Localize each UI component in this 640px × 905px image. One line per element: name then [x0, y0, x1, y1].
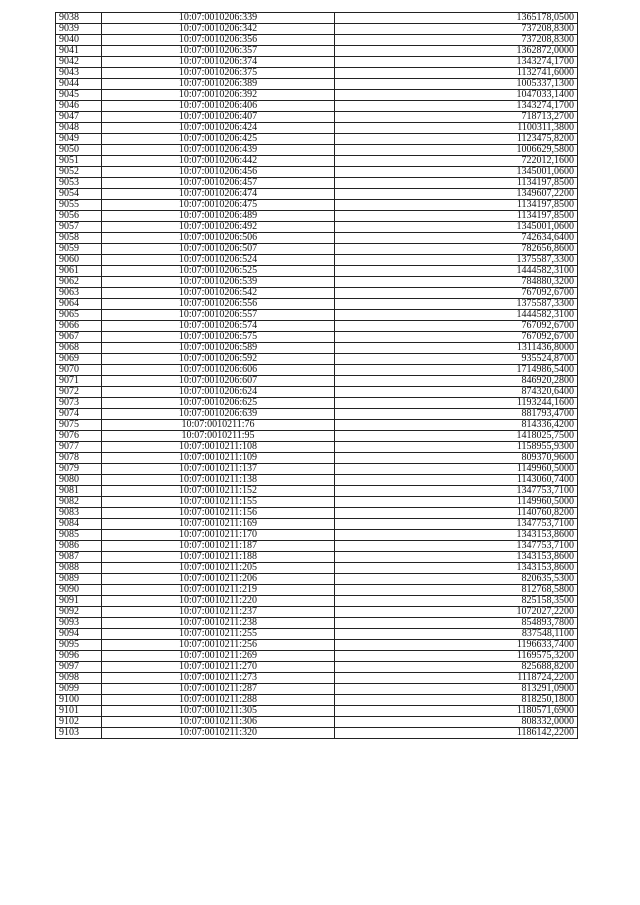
value-cell: 812768,5800	[335, 585, 578, 596]
table-row	[56, 728, 578, 739]
row-number-cell: 9052	[56, 167, 102, 178]
value-cell: 1006629,5800	[335, 145, 578, 156]
table-row	[56, 266, 578, 277]
cadastral-number-cell: 10:07:0010211:170	[102, 530, 335, 541]
cadastral-number-cell: 10:07:0010211:152	[102, 486, 335, 497]
value-cell: 1444582,3100	[335, 310, 578, 321]
row-number-cell: 9098	[56, 673, 102, 684]
cadastral-number-cell: 10:07:0010206:342	[102, 24, 335, 35]
value-cell: 782656,8600	[335, 244, 578, 255]
cadastral-number-cell: 10:07:0010211:169	[102, 519, 335, 530]
row-number-cell: 9088	[56, 563, 102, 574]
value-cell: 1132741,6000	[335, 68, 578, 79]
value-cell: 813291,0900	[335, 684, 578, 695]
row-number-cell: 9075	[56, 420, 102, 431]
value-cell: 837548,1100	[335, 629, 578, 640]
row-number-cell: 9101	[56, 706, 102, 717]
table-row	[56, 244, 578, 255]
cadastral-number-cell: 10:07:0010206:556	[102, 299, 335, 310]
value-cell: 767092,6700	[335, 321, 578, 332]
table-row	[56, 255, 578, 266]
row-number-cell: 9076	[56, 431, 102, 442]
row-number-cell: 9039	[56, 24, 102, 35]
table-row	[56, 431, 578, 442]
cadastral-number-cell: 10:07:0010211:138	[102, 475, 335, 486]
cadastral-number-cell: 10:07:0010206:639	[102, 409, 335, 420]
value-cell: 1123475,8200	[335, 134, 578, 145]
cadastral-number-cell: 10:07:0010206:442	[102, 156, 335, 167]
cadastral-value-table	[55, 12, 578, 739]
value-cell: 1149960,5000	[335, 497, 578, 508]
row-number-cell: 9065	[56, 310, 102, 321]
table-row	[56, 596, 578, 607]
value-cell: 1158955,9300	[335, 442, 578, 453]
cadastral-number-cell: 10:07:0010206:457	[102, 178, 335, 189]
value-cell: 1169575,3200	[335, 651, 578, 662]
value-cell: 1186142,2200	[335, 728, 578, 739]
table-row	[56, 486, 578, 497]
cadastral-number-cell: 10:07:0010206:507	[102, 244, 335, 255]
cadastral-number-cell: 10:07:0010211:137	[102, 464, 335, 475]
row-number-cell: 9047	[56, 112, 102, 123]
row-number-cell: 9053	[56, 178, 102, 189]
row-number-cell: 9062	[56, 277, 102, 288]
cadastral-number-cell: 10:07:0010206:489	[102, 211, 335, 222]
cadastral-number-cell: 10:07:0010211:269	[102, 651, 335, 662]
cadastral-number-cell: 10:07:0010206:456	[102, 167, 335, 178]
table-row	[56, 519, 578, 530]
value-cell: 1118724,2200	[335, 673, 578, 684]
table-row	[56, 112, 578, 123]
table-row	[56, 332, 578, 343]
value-cell: 1047033,1400	[335, 90, 578, 101]
row-number-cell: 9067	[56, 332, 102, 343]
row-number-cell: 9084	[56, 519, 102, 530]
row-number-cell: 9070	[56, 365, 102, 376]
cadastral-number-cell: 10:07:0010211:156	[102, 508, 335, 519]
value-cell: 1005337,1300	[335, 79, 578, 90]
table-row	[56, 695, 578, 706]
cadastral-number-cell: 10:07:0010211:270	[102, 662, 335, 673]
row-number-cell: 9058	[56, 233, 102, 244]
row-number-cell: 9099	[56, 684, 102, 695]
row-number-cell: 9078	[56, 453, 102, 464]
cadastral-number-cell: 10:07:0010206:425	[102, 134, 335, 145]
row-number-cell: 9059	[56, 244, 102, 255]
row-number-cell: 9040	[56, 35, 102, 46]
cadastral-number-cell: 10:07:0010206:542	[102, 288, 335, 299]
table-row	[56, 24, 578, 35]
value-cell: 1311436,8000	[335, 343, 578, 354]
table-row	[56, 607, 578, 618]
table-row	[56, 167, 578, 178]
table-row	[56, 156, 578, 167]
row-number-cell: 9103	[56, 728, 102, 739]
cadastral-number-cell: 10:07:0010211:256	[102, 640, 335, 651]
table-row	[56, 574, 578, 585]
value-cell: 1193244,1600	[335, 398, 578, 409]
cadastral-number-cell: 10:07:0010206:539	[102, 277, 335, 288]
value-cell: 820635,5300	[335, 574, 578, 585]
value-cell: 1347753,7100	[335, 486, 578, 497]
value-cell: 1347753,7100	[335, 519, 578, 530]
table-row	[56, 354, 578, 365]
value-cell: 1149960,5000	[335, 464, 578, 475]
value-cell: 1375587,3300	[335, 255, 578, 266]
table-body	[56, 13, 578, 739]
cadastral-number-cell: 10:07:0010211:238	[102, 618, 335, 629]
row-number-cell: 9041	[56, 46, 102, 57]
value-cell: 1347753,7100	[335, 541, 578, 552]
table-row	[56, 200, 578, 211]
value-cell: 1375587,3300	[335, 299, 578, 310]
table-row	[56, 90, 578, 101]
row-number-cell: 9061	[56, 266, 102, 277]
row-number-cell: 9043	[56, 68, 102, 79]
table-row	[56, 651, 578, 662]
table-row	[56, 530, 578, 541]
table-row	[56, 717, 578, 728]
value-cell: 742634,6400	[335, 233, 578, 244]
table-row	[56, 640, 578, 651]
cadastral-number-cell: 10:07:0010206:589	[102, 343, 335, 354]
row-number-cell: 9051	[56, 156, 102, 167]
table-row	[56, 387, 578, 398]
row-number-cell: 9081	[56, 486, 102, 497]
cadastral-number-cell: 10:07:0010206:374	[102, 57, 335, 68]
table-row	[56, 134, 578, 145]
cadastral-number-cell: 10:07:0010211:288	[102, 695, 335, 706]
row-number-cell: 9077	[56, 442, 102, 453]
row-number-cell: 9100	[56, 695, 102, 706]
cadastral-number-cell: 10:07:0010206:375	[102, 68, 335, 79]
value-cell: 1072027,2200	[335, 607, 578, 618]
table-row	[56, 211, 578, 222]
cadastral-number-cell: 10:07:0010211:305	[102, 706, 335, 717]
row-number-cell: 9060	[56, 255, 102, 266]
row-number-cell: 9079	[56, 464, 102, 475]
table-row	[56, 299, 578, 310]
table-row	[56, 79, 578, 90]
value-cell: 1134197,8500	[335, 178, 578, 189]
row-number-cell: 9080	[56, 475, 102, 486]
table-row	[56, 409, 578, 420]
cadastral-number-cell: 10:07:0010211:219	[102, 585, 335, 596]
table-row	[56, 442, 578, 453]
cadastral-number-cell: 10:07:0010206:424	[102, 123, 335, 134]
cadastral-number-cell: 10:07:0010211:206	[102, 574, 335, 585]
value-cell: 1143060,7400	[335, 475, 578, 486]
cadastral-number-cell: 10:07:0010206:439	[102, 145, 335, 156]
table-row	[56, 35, 578, 46]
value-cell: 818250,1800	[335, 695, 578, 706]
row-number-cell: 9087	[56, 552, 102, 563]
cadastral-number-cell: 10:07:0010211:306	[102, 717, 335, 728]
cadastral-number-cell: 10:07:0010211:320	[102, 728, 335, 739]
cadastral-number-cell: 10:07:0010211:187	[102, 541, 335, 552]
value-cell: 825688,8200	[335, 662, 578, 673]
cadastral-number-cell: 10:07:0010206:575	[102, 332, 335, 343]
cadastral-number-cell: 10:07:0010206:506	[102, 233, 335, 244]
value-cell: 1418025,7500	[335, 431, 578, 442]
row-number-cell: 9093	[56, 618, 102, 629]
row-number-cell: 9055	[56, 200, 102, 211]
row-number-cell: 9071	[56, 376, 102, 387]
table-row	[56, 123, 578, 134]
row-number-cell: 9054	[56, 189, 102, 200]
table-row	[56, 178, 578, 189]
cadastral-number-cell: 10:07:0010211:155	[102, 497, 335, 508]
row-number-cell: 9038	[56, 13, 102, 24]
value-cell: 1365178,0500	[335, 13, 578, 24]
table-row	[56, 222, 578, 233]
row-number-cell: 9102	[56, 717, 102, 728]
cadastral-number-cell: 10:07:0010206:557	[102, 310, 335, 321]
table-row	[56, 321, 578, 332]
table-row	[56, 585, 578, 596]
value-cell: 718713,2700	[335, 112, 578, 123]
table-row	[56, 673, 578, 684]
row-number-cell: 9048	[56, 123, 102, 134]
value-cell: 874320,6400	[335, 387, 578, 398]
table-row	[56, 420, 578, 431]
value-cell: 825158,3500	[335, 596, 578, 607]
table-row	[56, 563, 578, 574]
value-cell: 814336,4200	[335, 420, 578, 431]
value-cell: 767092,6700	[335, 332, 578, 343]
row-number-cell: 9057	[56, 222, 102, 233]
row-number-cell: 9094	[56, 629, 102, 640]
table-row	[56, 310, 578, 321]
table-row	[56, 453, 578, 464]
row-number-cell: 9089	[56, 574, 102, 585]
value-cell: 854893,7800	[335, 618, 578, 629]
table-row	[56, 343, 578, 354]
table-row	[56, 57, 578, 68]
value-cell: 809370,9600	[335, 453, 578, 464]
value-cell: 1180571,6900	[335, 706, 578, 717]
row-number-cell: 9050	[56, 145, 102, 156]
row-number-cell: 9045	[56, 90, 102, 101]
value-cell: 1349607,2200	[335, 189, 578, 200]
value-cell: 846920,2800	[335, 376, 578, 387]
row-number-cell: 9082	[56, 497, 102, 508]
row-number-cell: 9096	[56, 651, 102, 662]
value-cell: 808332,0000	[335, 717, 578, 728]
value-cell: 1140760,8200	[335, 508, 578, 519]
row-number-cell: 9063	[56, 288, 102, 299]
value-cell: 1343274,1700	[335, 101, 578, 112]
cadastral-number-cell: 10:07:0010211:188	[102, 552, 335, 563]
cadastral-number-cell: 10:07:0010211:109	[102, 453, 335, 464]
row-number-cell: 9046	[56, 101, 102, 112]
table-row	[56, 145, 578, 156]
value-cell: 1343153,8600	[335, 563, 578, 574]
table-row	[56, 376, 578, 387]
table-row	[56, 618, 578, 629]
cadastral-number-cell: 10:07:0010206:592	[102, 354, 335, 365]
table-row	[56, 541, 578, 552]
table-row	[56, 46, 578, 57]
cadastral-number-cell: 10:07:0010206:406	[102, 101, 335, 112]
value-cell: 935524,8700	[335, 354, 578, 365]
row-number-cell: 9095	[56, 640, 102, 651]
value-cell: 1345001,0600	[335, 222, 578, 233]
row-number-cell: 9064	[56, 299, 102, 310]
cadastral-number-cell: 10:07:0010206:624	[102, 387, 335, 398]
row-number-cell: 9068	[56, 343, 102, 354]
table-row	[56, 189, 578, 200]
cadastral-number-cell: 10:07:0010206:606	[102, 365, 335, 376]
cadastral-number-cell: 10:07:0010206:524	[102, 255, 335, 266]
row-number-cell: 9092	[56, 607, 102, 618]
cadastral-number-cell: 10:07:0010206:356	[102, 35, 335, 46]
value-cell: 737208,8300	[335, 35, 578, 46]
value-cell: 1100311,3800	[335, 123, 578, 134]
row-number-cell: 9066	[56, 321, 102, 332]
row-number-cell: 9073	[56, 398, 102, 409]
cadastral-number-cell: 10:07:0010211:237	[102, 607, 335, 618]
cadastral-number-cell: 10:07:0010211:108	[102, 442, 335, 453]
value-cell: 784880,3200	[335, 277, 578, 288]
value-cell: 1362872,0000	[335, 46, 578, 57]
cadastral-number-cell: 10:07:0010206:475	[102, 200, 335, 211]
table-row	[56, 13, 578, 24]
value-cell: 722012,1600	[335, 156, 578, 167]
table-row	[56, 706, 578, 717]
table-row	[56, 68, 578, 79]
value-cell: 1714986,5400	[335, 365, 578, 376]
table-row	[56, 398, 578, 409]
row-number-cell: 9097	[56, 662, 102, 673]
cadastral-number-cell: 10:07:0010211:205	[102, 563, 335, 574]
cadastral-number-cell: 10:07:0010211:76	[102, 420, 335, 431]
value-cell: 737208,8300	[335, 24, 578, 35]
table-row	[56, 464, 578, 475]
cadastral-number-cell: 10:07:0010211:287	[102, 684, 335, 695]
cadastral-number-cell: 10:07:0010206:607	[102, 376, 335, 387]
row-number-cell: 9085	[56, 530, 102, 541]
cadastral-number-cell: 10:07:0010206:525	[102, 266, 335, 277]
row-number-cell: 9069	[56, 354, 102, 365]
value-cell: 1343153,8600	[335, 530, 578, 541]
table-row	[56, 233, 578, 244]
cadastral-number-cell: 10:07:0010211:255	[102, 629, 335, 640]
cadastral-number-cell: 10:07:0010211:273	[102, 673, 335, 684]
table-row	[56, 629, 578, 640]
value-cell: 1444582,3100	[335, 266, 578, 277]
value-cell: 767092,6700	[335, 288, 578, 299]
table-row	[56, 475, 578, 486]
table-row	[56, 277, 578, 288]
cadastral-number-cell: 10:07:0010206:492	[102, 222, 335, 233]
row-number-cell: 9090	[56, 585, 102, 596]
value-cell: 881793,4700	[335, 409, 578, 420]
table-row	[56, 101, 578, 112]
row-number-cell: 9091	[56, 596, 102, 607]
cadastral-number-cell: 10:07:0010211:220	[102, 596, 335, 607]
table-row	[56, 508, 578, 519]
row-number-cell: 9086	[56, 541, 102, 552]
table-row	[56, 552, 578, 563]
value-cell: 1196633,7400	[335, 640, 578, 651]
cadastral-number-cell: 10:07:0010206:407	[102, 112, 335, 123]
row-number-cell: 9049	[56, 134, 102, 145]
cadastral-number-cell: 10:07:0010206:389	[102, 79, 335, 90]
value-cell: 1345001,0600	[335, 167, 578, 178]
value-cell: 1343153,8600	[335, 552, 578, 563]
row-number-cell: 9044	[56, 79, 102, 90]
cadastral-number-cell: 10:07:0010206:357	[102, 46, 335, 57]
table-row	[56, 684, 578, 695]
row-number-cell: 9072	[56, 387, 102, 398]
cadastral-number-cell: 10:07:0010206:392	[102, 90, 335, 101]
row-number-cell: 9042	[56, 57, 102, 68]
row-number-cell: 9074	[56, 409, 102, 420]
cadastral-number-cell: 10:07:0010206:574	[102, 321, 335, 332]
value-cell: 1134197,8500	[335, 200, 578, 211]
cadastral-number-cell: 10:07:0010211:95	[102, 431, 335, 442]
cadastral-number-cell: 10:07:0010206:339	[102, 13, 335, 24]
cadastral-number-cell: 10:07:0010206:625	[102, 398, 335, 409]
row-number-cell: 9083	[56, 508, 102, 519]
table-row	[56, 288, 578, 299]
cadastral-number-cell: 10:07:0010206:474	[102, 189, 335, 200]
table-row	[56, 662, 578, 673]
value-cell: 1134197,8500	[335, 211, 578, 222]
table-row	[56, 497, 578, 508]
value-cell: 1343274,1700	[335, 57, 578, 68]
table-row	[56, 365, 578, 376]
row-number-cell: 9056	[56, 211, 102, 222]
